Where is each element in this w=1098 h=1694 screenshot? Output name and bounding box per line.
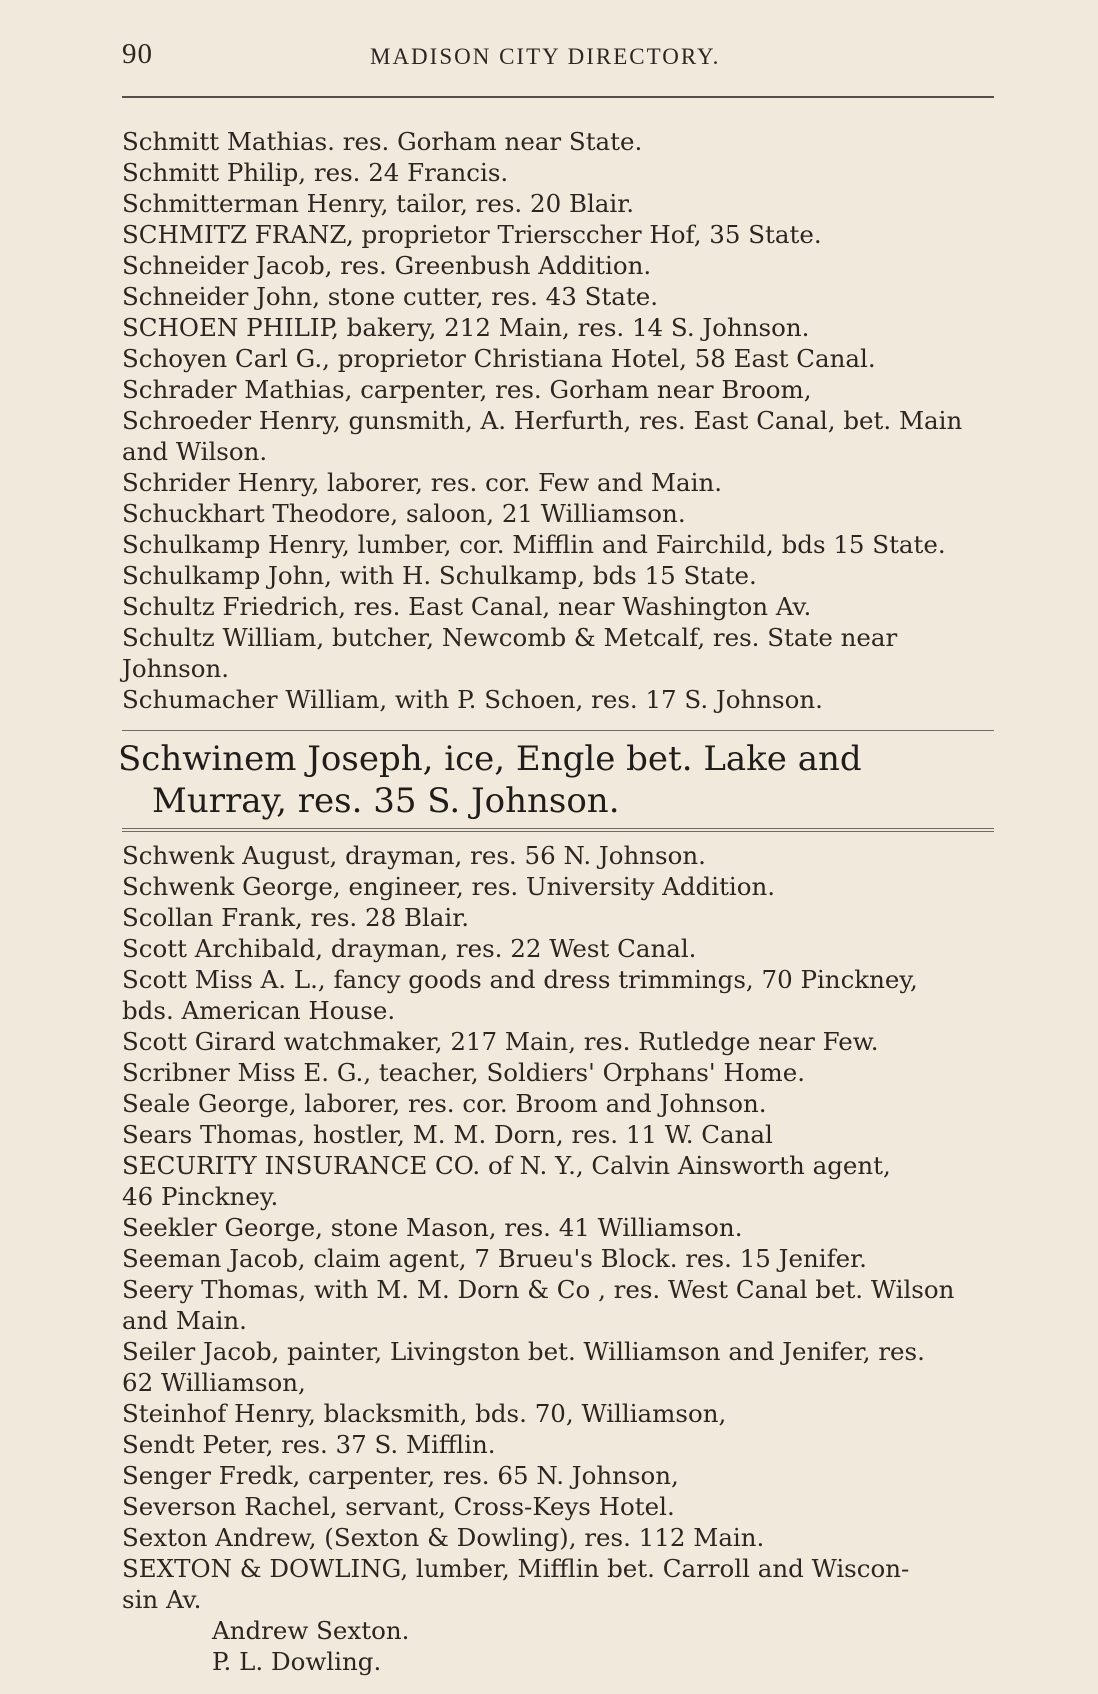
listing-entry: Sexton Andrew, (Sexton & Dowling), res. 112 Main.: [122, 1523, 765, 1552]
advertisement-banner: [118, 738, 1008, 822]
advertisement-rule-bottom: [122, 831, 994, 832]
page-number: 90: [122, 38, 153, 70]
listing-entry: Schulkamp John, with H. Schulkamp, bds 15 State.: [122, 561, 757, 590]
listing-entry: Schneider Jacob, res. Greenbush Addition.: [122, 251, 652, 280]
listing-entry: Sendt Peter, res. 37 S. Mifflin.: [122, 1430, 496, 1459]
listing-entry: Sears Thomas, hostler, M. M. Dorn, res. 11 W. Canal: [122, 1120, 773, 1149]
listing-entry: Scott Girard watchmaker, 217 Main, res. Rutledge near Few.: [122, 1027, 879, 1056]
listing-entry: Scollan Frank, res. 28 Blair.: [122, 903, 470, 932]
listing-entry: Seale George, laborer, res. cor. Broom and Johnson.: [122, 1089, 767, 1118]
listing-entry: Schulkamp Henry, lumber, cor. Mifflin and Fairchild, bds 15 State.: [122, 530, 946, 559]
advertisement-rule-top: [122, 730, 994, 731]
listing-entry: SCHOEN PHILIP, bakery, 212 Main, res. 14 S. Johnson.: [122, 313, 810, 342]
listing-entry: Scott Miss A. L., fancy goods and dress trimmings, 70 Pinckney, bds. American House.: [122, 965, 918, 1025]
advertisement-line: Murray, res. 35 S. Johnson.: [152, 781, 620, 821]
listing-entry: Scribner Miss E. G., teacher, Soldiers' Orphans' Home.: [122, 1058, 806, 1087]
partner-name: P. L. Dowling.: [212, 1647, 382, 1676]
listing-entry: Schmitt Philip, res. 24 Francis.: [122, 158, 509, 187]
directory-listing-b: [122, 840, 1002, 1677]
partner-list: [122, 1615, 1002, 1677]
listing-entry: SECURITY INSURANCE CO. of N. Y., Calvin Ainsworth agent, 46 Pinckney.: [122, 1151, 891, 1211]
listing-entry: Schmitt Mathias. res. Gorham near State.: [122, 127, 643, 156]
listing-entry: Schultz Friedrich, res. East Canal, near Washington Av.: [122, 592, 812, 621]
page-header: [122, 38, 992, 78]
advertisement-line: Schwinem Joseph, ice, Engle bet. Lake and: [118, 739, 862, 779]
listing-entry: Seekler George, stone Mason, res. 41 Williamson.: [122, 1213, 743, 1242]
listing-entry: Schrider Henry, laborer, res. cor. Few and Main.: [122, 468, 723, 497]
listing-entry: Severson Rachel, servant, Cross-Keys Hotel.: [122, 1492, 675, 1521]
listing-entry: Schroeder Henry, gunsmith, A. Herfurth, res. East Canal, bet. Main and Wilson.: [122, 406, 963, 466]
listing-entry: Schoyen Carl G., proprietor Christiana Hotel, 58 East Canal.: [122, 344, 876, 373]
listing-entry: Seery Thomas, with M. M. Dorn & Co , res. West Canal bet. Wilson and Main.: [122, 1275, 955, 1335]
listing-entry: Seiler Jacob, painter, Livingston bet. Williamson and Jenifer, res. 62 Williamson,: [122, 1337, 925, 1397]
listing-entry: Steinhof Henry, blacksmith, bds. 70, Williamson,: [122, 1399, 727, 1428]
listing-entry: Schmitterman Henry, tailor, res. 20 Blair.: [122, 189, 635, 218]
partner-name: Andrew Sexton.: [212, 1616, 410, 1645]
listing-entry: Schumacher William, with P. Schoen, res. 17 S. Johnson.: [122, 685, 823, 714]
listing-entry: Schwenk August, drayman, res. 56 N. Johnson.: [122, 841, 706, 870]
header-rule: [122, 96, 994, 98]
listing-entry: SCHMITZ FRANZ, proprietor Triersccher Hof, 35 State.: [122, 220, 822, 249]
listing-entry: Schuckhart Theodore, saloon, 21 Williamson.: [122, 499, 686, 528]
listing-entry: SEXTON & DOWLING, lumber, Mifflin bet. Carroll and Wiscon- sin Av.: [122, 1554, 910, 1614]
listing-entry: Seeman Jacob, claim agent, 7 Brueu's Block. res. 15 Jenifer.: [122, 1244, 867, 1273]
listing-entry: Senger Fredk, carpenter, res. 65 N. Johnson,: [122, 1461, 679, 1490]
directory-listing-a: [122, 126, 1002, 715]
listing-entry: Schwenk George, engineer, res. University Addition.: [122, 872, 776, 901]
advertisement-rule-bottom: [122, 828, 994, 829]
listing-entry: Schrader Mathias, carpenter, res. Gorham near Broom,: [122, 375, 812, 404]
listing-entry: Schultz William, butcher, Newcomb & Metcalf, res. State near Johnson.: [122, 623, 898, 683]
running-title: MADISON CITY DIRECTORY.: [370, 44, 721, 69]
listing-entry: Schneider John, stone cutter, res. 43 State.: [122, 282, 658, 311]
listing-entry: Scott Archibald, drayman, res. 22 West Canal.: [122, 934, 697, 963]
